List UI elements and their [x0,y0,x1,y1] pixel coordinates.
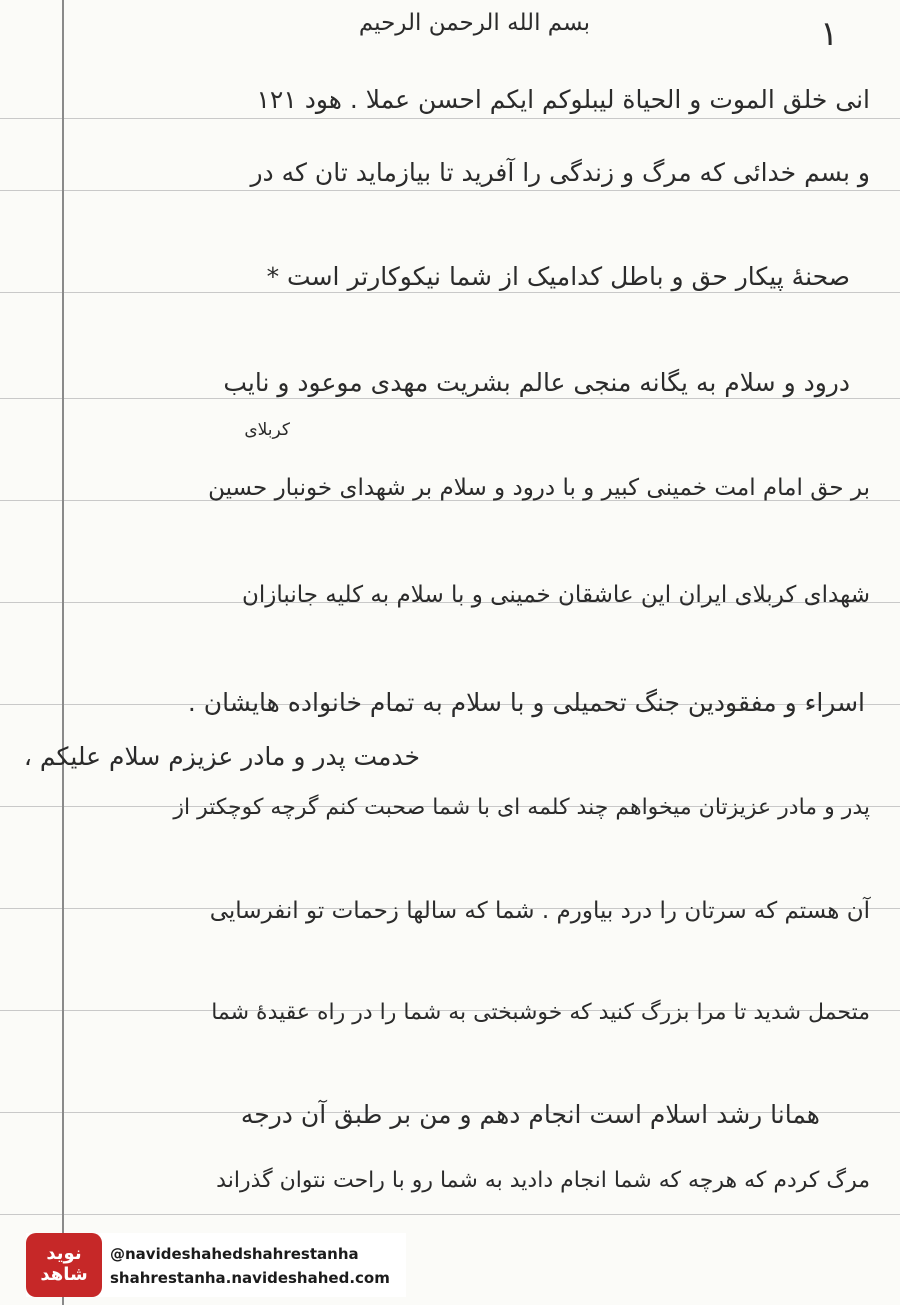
text-line-9: پدر و مادر عزیزتان میخواهم چند کلمه ای با شما صحبت کنم گرچه کوچکتر از [173,795,870,820]
ruled-line [0,190,900,191]
text-line-10: آن هستم که سرتان را درد بیاورم . شما که سالها زحمات تو انفرسایی [209,898,870,924]
ruled-line [0,398,900,399]
ruled-line [0,292,900,293]
watermark-site: shahrestanha.navideshahed.com [110,1269,390,1287]
basmala-header: بسم الله الرحمن الرحیم [358,10,590,36]
text-line-3: صحنهٔ پیکار حق و باطل کدامیک از شما نیکوکارتر است * [266,262,850,291]
text-line-4: درود و سلام به یگانه منجی عالم بشریت مهدی موعود و نایب [223,368,850,397]
text-line-7: اسراء و مفقودین جنگ تحمیلی و با سلام به تمام خانواده هایشان . [187,688,865,717]
text-line-13: مرگ کردم که هرچه که شما انجام دادید به شما رو با راحت نتوان گذراند [216,1168,870,1193]
ruled-line [0,1214,900,1215]
text-line-12: همانا رشد اسلام است انجام دهم و من بر طبق آن درجه [240,1100,820,1129]
watermark [26,1233,406,1297]
text-line-5: بر حق امام امت خمینی کبیر و با درود و سلام بر شهدای خونبار حسین [208,475,870,501]
text-line-2: و بسم خدائی که مرگ و زندگی را آفرید تا بیازماید تان که در [250,158,870,187]
text-line-1: انی خلق الموت و الحیاة لیبلوکم ایکم احسن عملا . هود ۱۲۱ [256,85,870,114]
text-line-6: شهدای کربلای ایران این عاشقان خمینی و با سلام به کلیه جانبازان [242,582,870,608]
ruled-line [0,118,900,119]
text-line-11: متحمل شدید تا مرا بزرگ کنید که خوشبختی به شما را در راه عقیدهٔ شما [211,1000,870,1025]
watermark-handle: @navideshahedshahrestanha [110,1245,359,1263]
margin-line [62,0,64,1305]
text-line-8: خدمت پدر و مادر عزیزم سلام علیکم ، [23,742,420,771]
page-number: ۱ [820,14,839,54]
interlinear-note: کربلای [244,420,290,440]
navideshahed-logo: نوید شاهد [26,1233,102,1297]
